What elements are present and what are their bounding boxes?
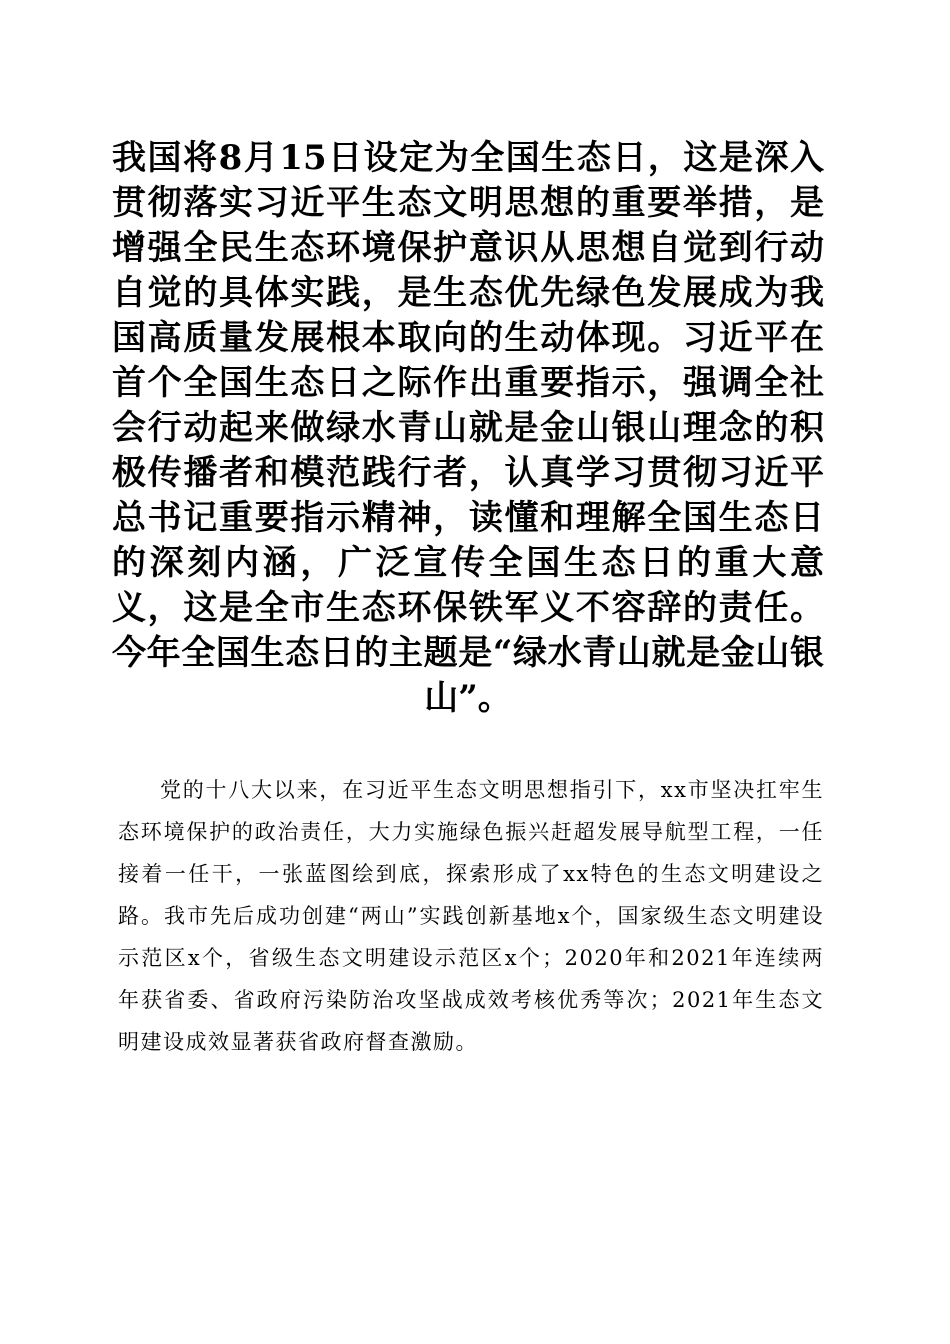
body-paragraph: 党的十八大以来，在习近平生态文明思想指引下，xx市坚决扛牢生态环境保护的政治责任，大力实施绿色振兴赶超发展导航型工程，一任接着一任干，一张蓝图绘到底，探索形成了xx特色的生态文明建设之路。我市先后成功创建“两山”实践创新基地x个，国家级生态文明建设示范区x个，省级生态文明建设示范区x个；2020年和2021年连续两年获省委、省政府污染防治攻坚战成效考核优秀等次；2021年生态文明建设成效显著获省政府督查激励。	[118, 778, 824, 1054]
bold-heading-paragraph: 我国将8月15日设定为全国生态日，这是深入贯彻落实习近平生态文明思想的重要举措，是增强全民生态环境保护意识从思想自觉到行动自觉的具体实践，是生态优先绿色发展成为我国高质量发展根本取向的生动体现。习近平在首个全国生态日之际作出重要指示，强调全社会行动起来做绿水青山就是金山银山理念的积极传播者和模范践行者，认真学习贯彻习近平总书记重要指示精神，读懂和理解全国生态日的深刻内涵，广泛宣传全国生态日的重大意义，这是全市生态环保铁军义不容辞的责任。今年全国生态日的主题是“绿水青山就是金山银山”。	[112, 138, 824, 718]
